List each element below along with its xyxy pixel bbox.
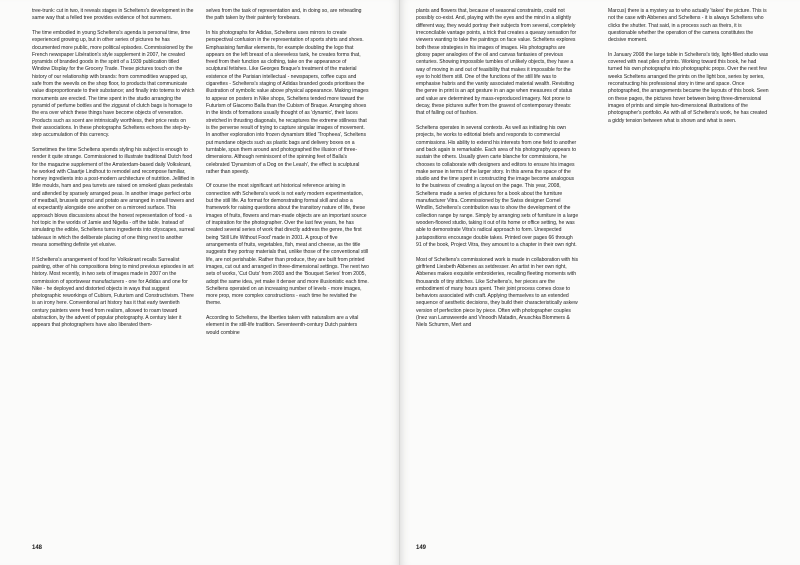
paragraph: The time embodied in young Scheltens's agenda is personal time, time experienced growing up, but in other series of pictures he has documented more public, more political episodes. Commissioned by the French newspaper Libération's style supplement in 2007, he created pyramids of branded goods in the spirit of a 1939 publication titled Window Display for the Grocery Trade. These pictures touch on the history of our relationship with brands: from commodities wrapped up, safe from the weevils on the shop floor, to products that communicate value disproportionate to their substance; and finally into totems to which monuments are erected. The time spent in the studio arranging the pyramid of perfume bottles and the ziggurat of clutch bags is homage to the era over which these things have become objects of veneration. Products such as scent are intrinsically worthless, their price rests on their associations. In these photographs Scheltens echoes the step-by-step accumulation of this currency. (32, 29, 195, 139)
left-page-column-1 (32, 8, 195, 337)
paragraph: According to Scheltens, the liberties taken with naturalism are a vital element in the still-life tradition. Seventeenth-century Dutch painters would combine (206, 315, 359, 336)
paragraph: tree-trunk: cut in two, it reveals stages in Scheltens's development in the same way that a felled tree provides evidence of hot summers. (32, 8, 194, 22)
paragraph: In January 2008 the large table in Scheltens's tidy, light-filled studio was covered with neat piles of prints. Working toward this book, he had turned his own photographs into photographic props. Over the next few weeks Scheltens arranged the prints on the light box, series by series, reconstructing his professional story in time and space. Once photographed, the arrangements became the layouts of this book. Seen on these pages, the pictures hover between being three-dimensional images of prints and simple two-dimensional illustrations of the photographer's portfolio. As with all of Scheltens's work, he has created a giddy tension between what is shown and what is seen. (608, 51, 769, 124)
page-number: 148 (32, 545, 43, 551)
paragraph: Most of Scheltens's commissioned work is made in collaboration with his girlfriend Liesbeth Abbenes as setdresser. An artist in her own right, Abbenes makes exquisite embroideries, recalling fleeting moments with thousands of tiny stitches. Like Scheltens's, her pieces are the embodiment of many hours spent. Their joint process comes close to behaviors associated with craft. Applying themselves to an extended sequence of aesthetic decisions, they build their characteristically askew version of perfection piece by piece. Often with photographer couples (Inez van Lamsweerde and Vinoodh Matadin, Anuschka Blommers & Niels Schumm, Mert and (416, 256, 579, 329)
page-number: 149 (416, 545, 427, 551)
right-page-column-1 (416, 8, 579, 337)
paragraph: In his photographs for Adidas, Scheltens uses mirrors to create perspectival confusion in the representation of sports shirts and shoes. Emphasising familiar elements, for example doubling the logo that appears on the left breast of a sleeveless tank, he creates forms that, freed from their function as clothing, take on the appearance of sculptural fetishes. Like Georges Braque's treatment of the material existence of the Parisian intellectual - newspapers, coffee cups and cigarettes - Scheltens's staging of Adidas branded goods prioritises the illustration of symbolic value above physical appearance. Making images to appear on posters in Nike shops, Scheltens tended more toward the Futurism of Giacomo Balla than the Cubism of Braque. Arranging shoes in the kinds of formations usually thought of as 'dynamic', their laces stretched in thrusting diagonals, he recaptures the extreme stillness that is the perverse result of trying to capture singular images of movement. In another exploration into frozen dynamism titled 'Tropheea', Scheltens put mundane objects such as plastic bags and delivery boxes on a turntable, spun them around and photographed the illusion of three-dimensions. Although reminiscent of the spinning feet of Balla's celebrated 'Dynamism of a Dog on the Leash', the effect is sculptural rather than speedy. (206, 29, 369, 175)
paragraph: Marcus) there is a mystery as to who actually 'takes' the picture. This is not the case with Abbenes and Scheltens - it is always Scheltens who clicks the shutter. That said, in a process such as theirs, it is questionable whether the operation of the camera constitutes the decisive moment. (608, 8, 767, 44)
paragraph: Scheltens operates in several contexts. As well as initiating his own projects, he works to editorial briefs and responds to commercial commissions. His ability to extend his interests from one field to another and back again is remarkable. Each area of his photography appears to sustain the others. Usually given carte blanche for commissions, he chooses to collaborate with designers and editors to ensure his images make sense in terms of the larger story. In this arena the space of the studio and the time spent in constructing the image become analogous to the business of creating a layout on the page. This year, 2008, Scheltens made a series of pictures for a book about the furniture manufacturer Vitra. Commissioned by the Swiss designer Cornel Windlin, Scheltens's contribution was to show the development of the collection range by range. Simply by arranging sets of furniture in a large wooden-floored studio, taking it out of its home or office setting, he was able to demonstrate Vitra's radical approach to form. Unexpected juxtapositions encourage double takes. Printed over pages 66 through 91 of the book, Project Vitra, they amount to a chapter in their own right. (416, 124, 579, 248)
paragraph: plants and flowers that, because of seasonal constraints, could not possibly co-exist. And, playing with the eyes and the mind in a slightly different way, they would portray their subjects from several, completely irreconcilable vantage points, a trick that creates a queasy sensation for viewers wanting to take the paintings on face value. Scheltens explores both these strategies in his images of images. His photographs are glossy paper analogies of the oil and canvas fantasies of previous centuries. Showing impossible tumbles of unlikely objects, they have a way of moving in and out of feasibility that makes it impossible for the eye to hold them still. One of the functions of the still life was to emphasise hubris and the vanity associated material wealth. Revisiting the genre in print is an apt gesture in an age when measures of status and value are determined by mass-reproduced imagery. Not prone to decay, these pictures suffer from the gravest of contemporary threats: that of falling out of fashion. (416, 8, 577, 117)
right-page (400, 0, 800, 565)
paragraph: selves from the task of representation and, in doing so, are retreading the path taken by their painterly forebears. (206, 8, 362, 22)
left-page-column-2 (206, 8, 369, 344)
right-page-column-2 (608, 8, 771, 132)
paragraph: Sometimes the time Scheltens spends styling his subject is enough to render it quite strange. Commissioned to illustrate traditional Dutch food for the magazine supplement of the Amsterdam-based daily Volkskrant, he worked with Claartje Lindhout to remodel and recompose familiar, homey ingredients into a post-modern architecture of nutrition. Jellified in little moulds, ham and pea turrets are raised on smoked glass pedestals and attended by sparsely arranged peas. In another image perfect orbs of meatball, brussels sprout and potato are arranged in small towers and at expectantly alongside one another on a mirrored surface. This approach blows discussions about the honest representation of food - a hot topic in the worlds of Jamie and Nigella - off the table. Instead of simulating the edible, Scheltens turns ingredients into cityscapes, surreal tableaux in which the deliberate placing of one thing next to another means something definite yet elusive. (32, 146, 195, 248)
paragraph: Of course the most significant art historical reference arising in connection with Scheltens's work is not early modern experimentation, but the still life. As format for demonstrating formal skill and also a framework for raising questions about the transitory nature of life, these images of fruits, flowers and man-made objects are an important source of inspiration for the photographer. Over the last few years, he has created several series of work that directly address the genre, the first being 'Still Life Without Food' made in 2001. A group of five arrangements of fruits, vegetables, fish, meat and cheese, as the title suggests they portray materials that, unlike those of the conventional still life, are not perishable. Rather than produce, they are built from printed images, cut out and arranged in three-dimensional settings. The next two sets of works, 'Cut Outs' from 2003 and the 'Bouquet Series' from 2005, adopt the same idea, yet make it denser and more illusionistic each time. Scheltens operated on an increasing number of levels - more images, more prop, more complex constructions - each time he revisited the theme. (206, 183, 369, 307)
paragraph: If Scheltens's arrangement of food for Volkskrant recalls Surrealist painting, other of his compositions bring to mind previous episodes in art history. Most recently, in two sets of images made in 2007 on the commission of sportswear manufacturers - one for Adidas and one for Nike - he deployed and distorted objects in ways that suggest photographic reworkings of Cubism, Futurism and Constructivism. There is an irony here. Conventional art history has it that early twentieth century painters were freed from realism, allowed to roam toward abstraction, by the advent of popular photography. A century later it appears that photographers have also liberated them- (32, 256, 194, 329)
